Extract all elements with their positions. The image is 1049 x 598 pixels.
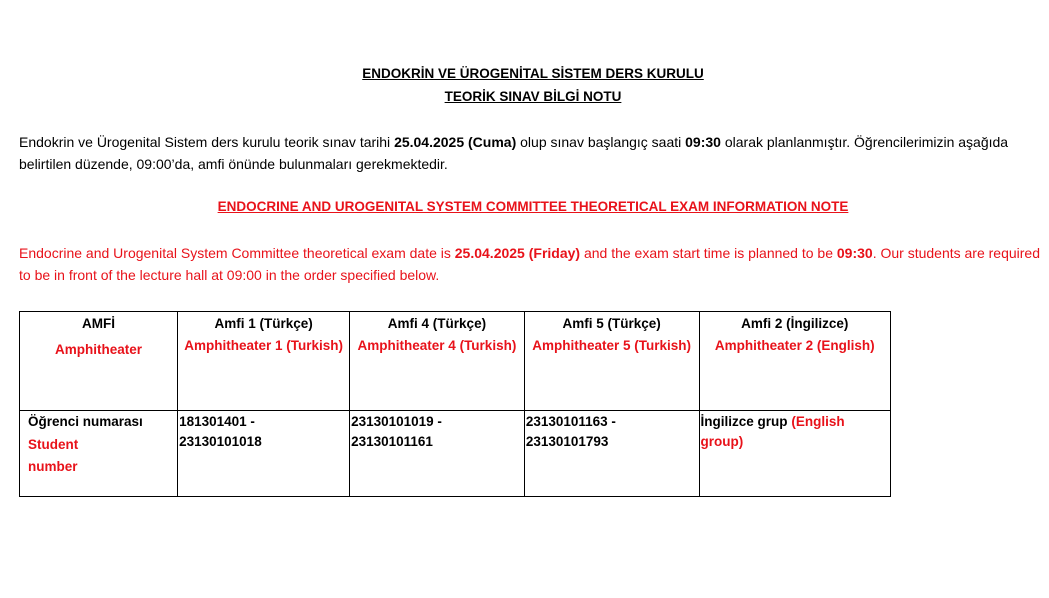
header-cell-amfi-4: [350, 312, 525, 411]
range-end: 23130101161: [351, 434, 433, 449]
header-cell-amfi-5: [524, 312, 699, 411]
english-group-cell: [699, 411, 890, 497]
range-end: 23130101793: [525, 434, 609, 449]
title-turkish-line1: ENDOKRİN VE ÜROGENİTAL SİSTEM DERS KURULU: [362, 66, 704, 81]
exam-date-english: 25.04.2025 (Friday): [454, 245, 581, 261]
header-label-en: Amphitheater 5 (Turkish): [532, 338, 692, 353]
exam-time-turkish: 09:30: [685, 134, 721, 150]
student-range-amfi-4: [350, 411, 525, 497]
header-label-en: Amphitheater 4 (Turkish): [357, 338, 517, 353]
header-label-tr: Amfi 4 (Türkçe): [387, 316, 487, 331]
range-start: 23130101019 -: [351, 414, 442, 429]
paragraph-turkish: [19, 131, 1044, 175]
header-label-en: Amphitheater: [55, 342, 143, 357]
paragraph-english: [19, 242, 1044, 286]
student-number-label-en-line1: Student: [28, 437, 79, 452]
student-number-label-tr: Öğrenci numarası: [28, 414, 143, 429]
paragraph-turkish-text3: olarak planlanmıştır. Öğrencilerimizin aşağıda belirtilen düzende, 09:00’da, amfi önünde bulunmaları gerekmektedir.: [19, 134, 1009, 172]
header-label-tr: Amfi 1 (Türkçe): [214, 316, 313, 331]
title-english: ENDOCRINE AND UROGENITAL SYSTEM COMMITTEE THEORETICAL EXAM INFORMATION NOTE: [217, 199, 849, 214]
header-cell-amfi-1: [178, 312, 350, 411]
paragraph-turkish-text1: Endokrin ve Ürogenital Sistem ders kurulu teorik sınav tarihi: [19, 134, 395, 150]
header-label-en: Amphitheater 2 (English): [714, 338, 875, 353]
header-label-tr: AMFİ: [82, 316, 116, 331]
range-start: 181301401 -: [179, 414, 255, 429]
student-range-amfi-5: [524, 411, 699, 497]
range-end: 23130101018: [179, 434, 262, 449]
student-range-amfi-1: [178, 411, 350, 497]
paragraph-english-text2: and the exam start time is planned to be: [580, 245, 837, 261]
paragraph-english-text3: . Our students are required to be in front of the lecture hall at 09:00 in the order specified below.: [19, 245, 1040, 283]
table-row: [20, 411, 891, 497]
header-label-tr: Amfi 2 (İngilizce): [741, 316, 849, 331]
table-header-row: [20, 312, 891, 411]
amphitheater-table: [19, 311, 891, 497]
header-cell-amfi-2: [699, 312, 890, 411]
header-label-tr: Amfi 5 (Türkçe): [562, 316, 661, 331]
range-start: 23130101163 -: [525, 414, 616, 429]
header-label-en: Amphitheater 1 (Turkish): [184, 338, 343, 353]
student-number-label-en: [28, 434, 177, 478]
exam-date-turkish: 25.04.2025 (Cuma): [394, 134, 517, 150]
english-group-tr: İngilizce grup: [700, 414, 788, 429]
student-number-label-en-line2: number: [28, 459, 78, 474]
english-group-en: (English group): [700, 414, 845, 449]
title-turkish-line2: TEORİK SINAV BİLGİ NOTU: [444, 89, 622, 104]
exam-time-english: 09:30: [836, 245, 873, 261]
header-cell-amphitheater: [20, 312, 178, 411]
paragraph-turkish-text2: olup sınav başlangıç saati: [516, 134, 686, 150]
paragraph-english-text1: Endocrine and Urogenital System Committee theoretical exam date is: [19, 245, 455, 261]
student-number-label-cell: [20, 411, 178, 497]
